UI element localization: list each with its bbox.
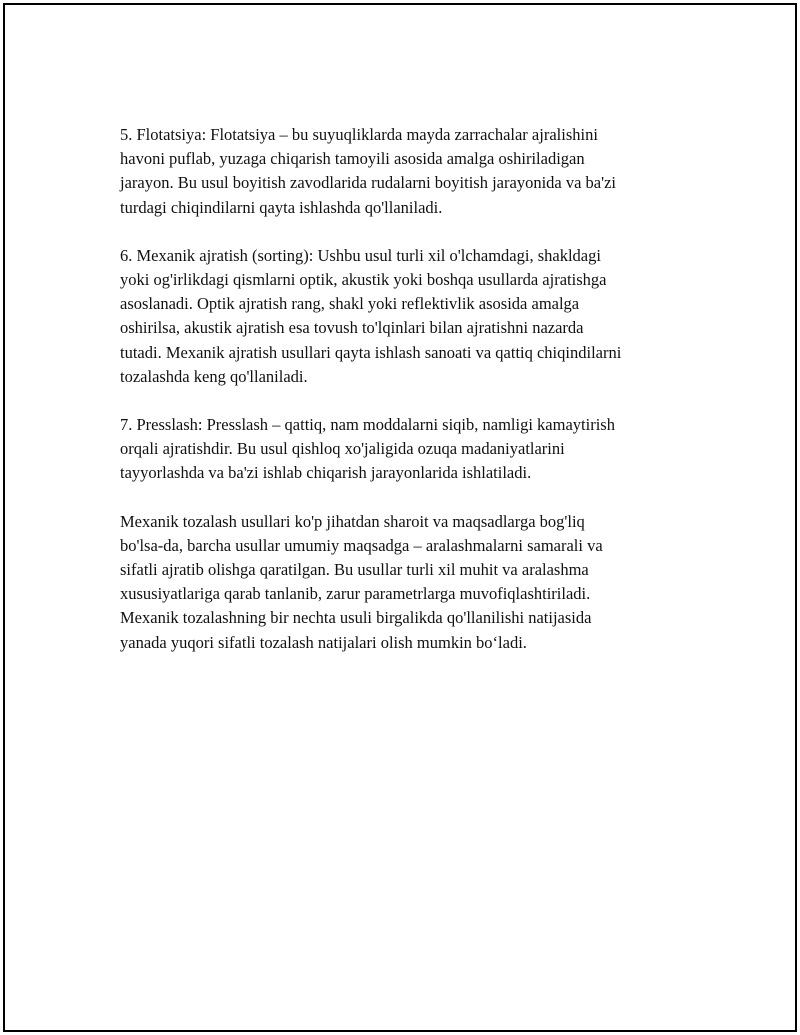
paragraph-conclusion: Mexanik tozalash usullari ko'p jihatdan sharoit va maqsadlarga bog'liq bo'lsa-da, barcha usullar umumiy maqsadga – aralashmalarni samarali va sifatli ajratib olishga qaratilgan. Bu usullar turli xil muhit va aralashma xususiyatlariga qarab tanlanib, zarur parametrlarga muvofiqlashtiriladi. Mexanik tozalashning bir nechta usuli birgalikda qo'llanilishi natijasida yanada yuqori sifatli tozalash natijalari olish mumkin bo‘ladi.: [120, 511, 603, 652]
document-body: [120, 123, 690, 679]
paragraph-presslash: 7. Presslash: Presslash – qattiq, nam moddalarni siqib, namligi kamaytirish orqali ajratishdir. Bu usul qishloq xo'jaligida ozuqa madaniyatlarini tayyorlashda va ba'zi ishlab chiqarish jarayonlarida ishlatiladi.: [120, 415, 615, 483]
paragraph-flotatsiya: 5. Flotatsiya: Flotatsiya – bu suyuqliklarda mayda zarrachalar ajralishini havoni puflab, yuzaga chiqarish tamoyili asosida amalga oshiriladigan jarayon. Bu usul boyitish zavodlarida rudalarni boyitish jarayonida va ba'zi turdagi chiqindilarni qayta ishlashda qo'llaniladi.: [120, 125, 617, 217]
page-frame: [3, 3, 797, 1032]
paragraph-mexanik-ajratish: 6. Mexanik ajratish (sorting): Ushbu usul turli xil o'lchamdagi, shakldagi yoki og'irlikdagi qismlarni optik, akustik yoki boshqa usullarda ajratishga asoslanadi. Optik ajratish rang, shakl yoki reflektivlik asosida amalga oshirilsa, akustik ajratish esa tovush to'lqinlari bilan ajratishni nazarda tutadi. Mexanik ajratish usullari qayta ishlash sanoati va qattiq chiqindilarni tozalashda keng qo'llaniladi.: [120, 245, 622, 386]
